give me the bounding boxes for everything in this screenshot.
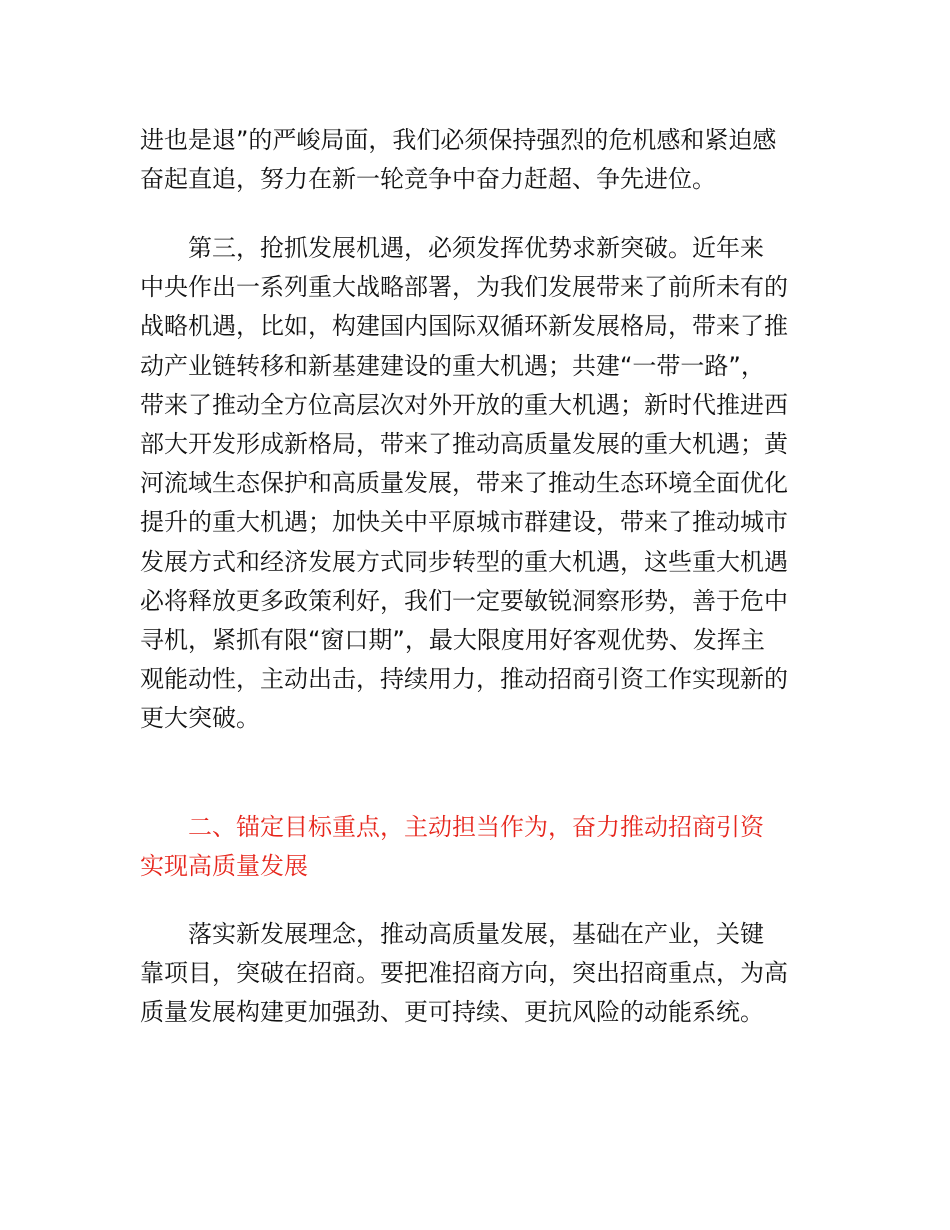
- text-line: 动产业链转移和新基建建设的重大机遇；共建“一带一路”，: [140, 351, 765, 380]
- text-line: 提升的重大机遇；加快关中平原城市群建设，带来了推动城市: [140, 508, 788, 537]
- text-line: 更大突破。: [140, 704, 260, 733]
- text-line: 带来了推动全方位高层次对外开放的重大机遇；新时代推进西: [140, 390, 788, 419]
- text-line: 部大开发形成新格局，带来了推动高质量发展的重大机遇；黄: [140, 429, 788, 458]
- text-line: 战略机遇，比如，构建国内国际双循环新发展格局，带来了推: [140, 312, 788, 341]
- paragraph-continuation: [140, 121, 830, 199]
- text-line: 落实新发展理念，推动高质量发展，基础在产业，关键: [188, 920, 764, 948]
- text-line: 靠项目，突破在招商。要把准招商方向，突出招商重点，为高: [140, 959, 788, 988]
- heading-line: 实现高质量发展: [140, 852, 308, 881]
- heading-line: 二、锚定目标重点，主动担当作为，奋力推动招商引资: [188, 813, 764, 841]
- paragraph-body: [140, 915, 830, 1033]
- text-line: 寻机，紧抓有限“窗口期”，最大限度用好客观优势、发挥主: [140, 625, 765, 654]
- text-line: 必将释放更多政策利好，我们一定要敏锐洞察形势，善于危中: [140, 586, 788, 615]
- text-line: 发展方式和经济发展方式同步转型的重大机遇，这些重大机遇: [140, 547, 788, 576]
- section-heading: [140, 808, 830, 886]
- text-line: 中央作出一系列重大战略部署，为我们发展带来了前所未有的: [140, 273, 788, 302]
- paragraph-third-point: [140, 229, 830, 738]
- text-line: 进也是退”的严峻局面，我们必须保持强烈的危机感和紧迫感: [140, 126, 777, 154]
- text-line: 河流域生态保护和高质量发展，带来了推动生态环境全面优化: [140, 469, 788, 498]
- text-line: 质量发展构建更加强劲、更可持续、更抗风险的动能系统。: [140, 998, 764, 1027]
- text-line: 第三，抢抓发展机遇，必须发挥优势求新突破。近年来: [188, 234, 764, 262]
- text-line: 观能动性，主动出击，持续用力，推动招商引资工作实现新的: [140, 665, 788, 694]
- text-line: 奋起直追，努力在新一轮竞争中奋力赶超、争先进位。: [140, 165, 716, 194]
